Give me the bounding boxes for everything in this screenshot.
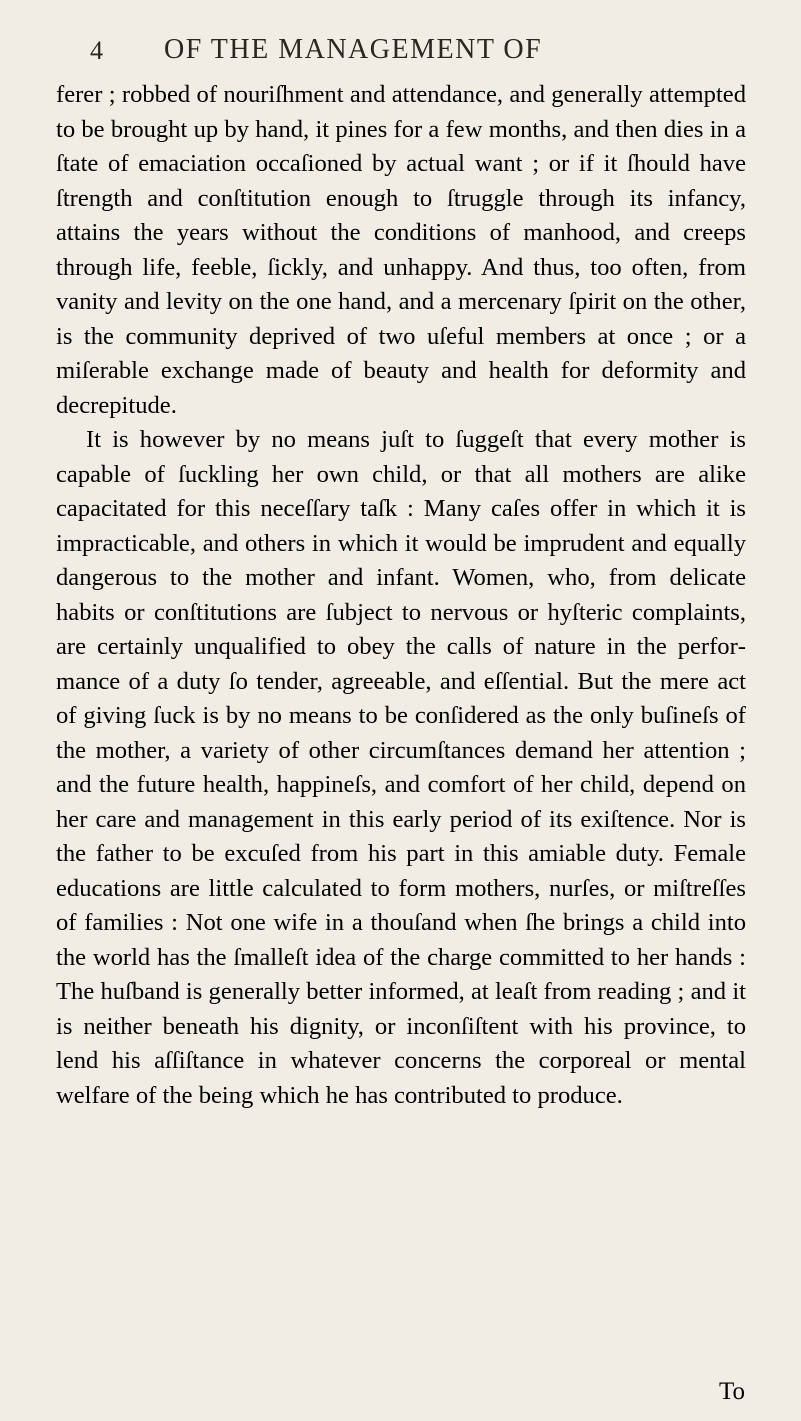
running-head: OF THE MANAGEMENT OF	[164, 34, 543, 65]
catchword: To	[718, 1378, 745, 1405]
paragraph-continuation: ferer ; robbed of nouriſhment and attendance, and generally attempted to be brought up by hand, it pines for a few months, and then dies in a ſtate of emaciation occaſioned by actual want ; or if it ſhould have ſtrength and conſtitution enough to ſtruggle through its infancy, attains the years without the conditions of manhood, and creeps through life, feeble, ſickly, and unhappy. And thus, too often, from vanity and levity on the one hand, and a mercenary ſpirit on the other, is the community deprived of two uſeful members at once ; or a miſerable exchange made of beauty and health for deformity and decrepitude.	[56, 81, 746, 419]
body-text	[56, 78, 746, 1113]
page-header	[56, 22, 745, 64]
page-number: 4	[90, 36, 105, 65]
paragraph: It is however by no means juſt to ſuggeſt that every mother is capable of ſuckling her own child, or that all mothers are alike capacitated for this neceſſary taſk : Many caſes offer in which it is impracticable, and others in which it would be imprudent and equally dangerous to the mother and infant. Women, who, from delicate habits or conſtitutions are ſubject to nervous or hyſteric complaints, are certainly unqualified to obey the calls of nature in the performance of a duty ſo tender, agreeable, and eſſential. But the mere act of giving ſuck is by no means to be conſidered as the only buſineſs of the mother, a variety of other circumſtances demand her attention ; and the future health, happineſs, and comfort of her child, depend on her care and management in this early period of its exiſtence. Nor is the father to be excuſed from his part in this amiable duty. Female educations are little calculated to form mothers, nurſes, or miſtreſſes of families : Not one wife in a thouſand when ſhe brings a child into the world has the ſmalleſt idea of the charge committed to her hands : The huſband is generally better informed, at leaſt from reading ; and it is neither beneath his dignity, or inconſiſtent with his province, to lend his aſſiſtance in whatever concerns the corporeal or mental welfare of the being which he has contributed to produce.	[56, 426, 746, 1109]
